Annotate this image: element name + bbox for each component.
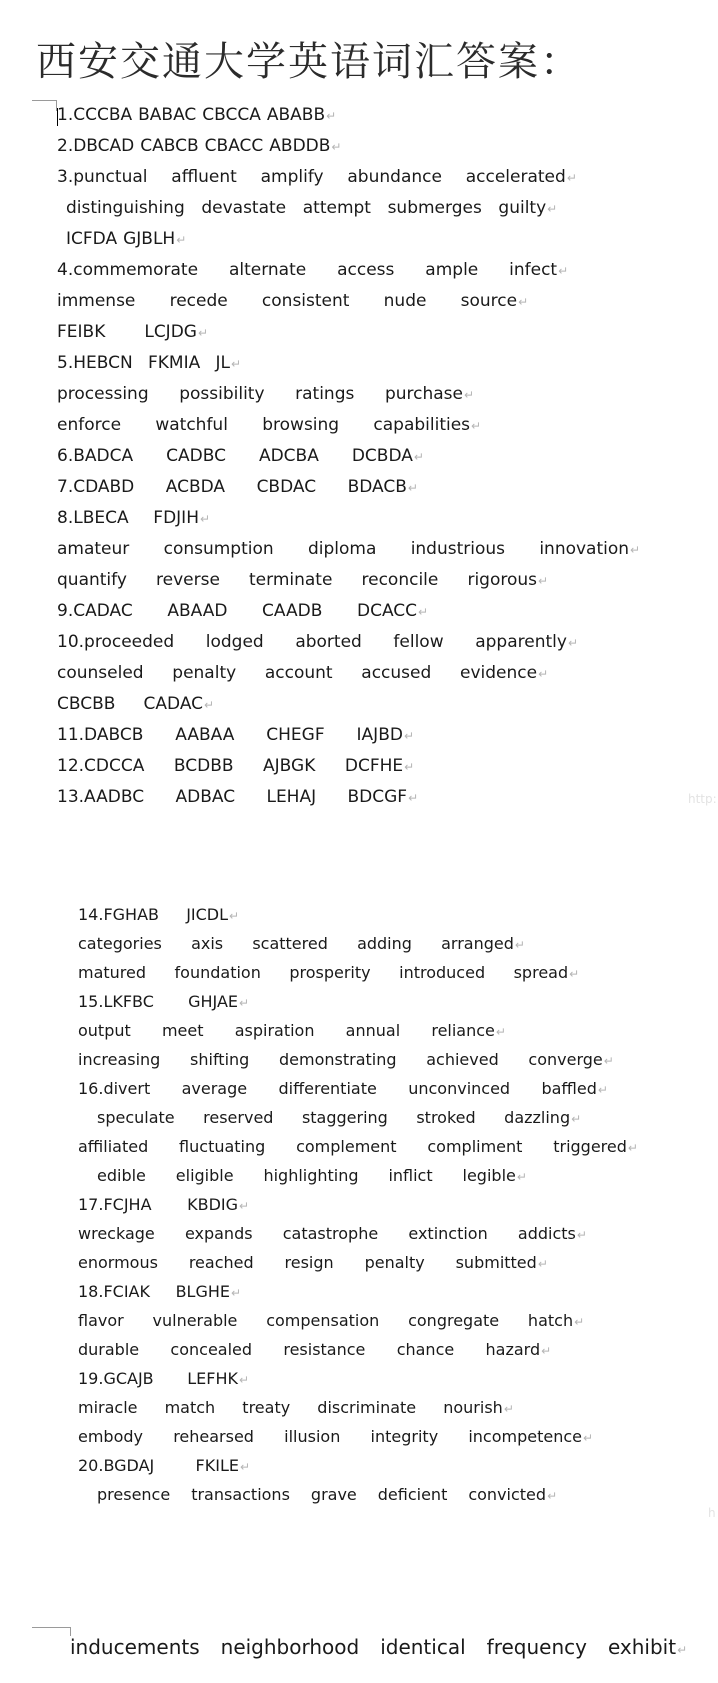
answer-line — [66, 200, 557, 217]
answer-word: CBDAC — [256, 477, 317, 497]
answer-word: fellow — [393, 632, 444, 652]
answer-word: 8.LBECA — [57, 508, 129, 528]
answer-word: processing — [57, 384, 149, 404]
answer-word: categories — [78, 934, 162, 953]
answer-word: penalty — [172, 663, 237, 683]
margin-hint: h — [708, 1506, 716, 1520]
answer-word: neighborhood — [220, 1635, 360, 1659]
answer-word: purchase — [384, 384, 463, 404]
answer-word: chance — [396, 1340, 455, 1359]
answer-word: BDACB — [347, 477, 407, 497]
answer-word: GHJAE — [188, 992, 239, 1011]
answer-line — [70, 1637, 687, 1657]
answer-word: ADBAC — [175, 787, 236, 807]
answer-word: counseled — [57, 663, 144, 683]
paragraph-mark-icon: ↵ — [239, 1199, 250, 1213]
answer-line — [57, 665, 548, 682]
answer-word: 9.CADAC — [57, 601, 133, 621]
answer-line — [57, 448, 424, 465]
answer-word: FKILE — [195, 1456, 239, 1475]
answer-word: 13.AADBC — [57, 787, 145, 807]
answer-word: baffled — [541, 1079, 597, 1098]
answer-word: 2.DBCAD — [57, 136, 135, 156]
answer-line — [78, 1255, 548, 1271]
answer-word: 14.FGHAB — [78, 905, 159, 924]
answer-word: increasing — [78, 1050, 161, 1069]
answer-line — [78, 1284, 241, 1300]
answer-line — [78, 1081, 608, 1097]
answer-word: JICDL — [186, 905, 229, 924]
answer-word: 4.commemorate — [57, 260, 199, 280]
paragraph-mark-icon: ↵ — [231, 1286, 242, 1300]
paragraph-mark-icon: ↵ — [558, 264, 569, 278]
answer-word: 10.proceeded — [57, 632, 175, 652]
answer-word: illusion — [284, 1427, 341, 1446]
answer-word: matured — [78, 963, 147, 982]
answer-word: extinction — [408, 1224, 488, 1243]
answer-word: possibility — [179, 384, 265, 404]
answer-word: transactions — [191, 1485, 290, 1504]
answer-word: 16.divert — [78, 1079, 151, 1098]
paragraph-mark-icon: ↵ — [326, 109, 337, 123]
paragraph-mark-icon: ↵ — [571, 1112, 582, 1126]
answer-word: CADBC — [166, 446, 226, 466]
answer-word: reconcile — [361, 570, 439, 590]
answer-line — [78, 965, 579, 981]
paragraph-mark-icon: ↵ — [413, 450, 424, 464]
answer-word: inducements — [70, 1635, 200, 1659]
paragraph-mark-icon: ↵ — [583, 1431, 594, 1445]
answer-word: penalty — [364, 1253, 425, 1272]
paragraph-mark-icon: ↵ — [464, 388, 475, 402]
answer-line — [57, 417, 481, 434]
answer-word: staggering — [301, 1108, 388, 1127]
answer-word: diploma — [307, 539, 377, 559]
answer-word: grave — [310, 1485, 357, 1504]
answer-word: BCDBB — [173, 756, 234, 776]
paragraph-mark-icon: ↵ — [204, 698, 215, 712]
answer-word: prosperity — [289, 963, 371, 982]
answer-word: capabilities — [373, 415, 471, 435]
answer-word: annual — [345, 1021, 401, 1040]
answer-word: flavor — [78, 1311, 124, 1330]
answer-word: CAADB — [262, 601, 323, 621]
paragraph-mark-icon: ↵ — [567, 636, 578, 650]
answer-word: KBDIG — [187, 1195, 239, 1214]
answer-word: presence — [97, 1485, 171, 1504]
answer-word: FKMIA — [148, 353, 201, 373]
answer-line — [78, 994, 249, 1010]
answer-word: concealed — [170, 1340, 253, 1359]
answer-word: inflict — [388, 1166, 433, 1185]
answer-word: shifting — [190, 1050, 250, 1069]
answer-word: access — [337, 260, 395, 280]
paragraph-mark-icon: ↵ — [231, 357, 242, 371]
paragraph-mark-icon: ↵ — [408, 791, 419, 805]
answer-line — [78, 1052, 614, 1068]
answer-word: submitted — [455, 1253, 537, 1272]
answer-word: addicts — [517, 1224, 576, 1243]
answer-line — [57, 138, 341, 155]
answer-word: FEIBK — [57, 322, 106, 342]
answer-word: 7.CDABD — [57, 477, 135, 497]
answer-word: enforce — [57, 415, 122, 435]
answer-word: spread — [513, 963, 569, 982]
answer-word: abundance — [347, 167, 442, 187]
answer-word: scattered — [252, 934, 328, 953]
answer-word: unconvinced — [408, 1079, 511, 1098]
answer-line — [57, 727, 414, 744]
answer-word: exhibit — [607, 1635, 677, 1659]
answer-line — [66, 231, 186, 248]
answer-word: achieved — [426, 1050, 499, 1069]
answer-word: 6.BADCA — [57, 446, 134, 466]
paragraph-mark-icon: ↵ — [199, 512, 211, 526]
answer-line — [97, 1168, 527, 1184]
answer-word: LEHAJ — [266, 787, 317, 807]
answer-word: CADAC — [143, 694, 204, 714]
answer-word: lodged — [205, 632, 264, 652]
answer-line — [57, 572, 548, 589]
answer-line — [97, 1487, 557, 1503]
paragraph-mark-icon: ↵ — [603, 1054, 614, 1068]
answer-word: 5.HEBCN — [57, 353, 133, 373]
answer-word: frequency — [486, 1635, 587, 1659]
answer-line — [78, 1226, 587, 1242]
answer-word: arranged — [441, 934, 514, 953]
paragraph-mark-icon: ↵ — [569, 967, 580, 981]
paragraph-mark-icon: ↵ — [566, 171, 577, 185]
answer-line — [78, 1400, 514, 1416]
answer-line — [78, 1342, 551, 1358]
paragraph-mark-icon: ↵ — [541, 1344, 552, 1358]
answer-word: alternate — [228, 260, 307, 280]
answer-word: CBCCA — [202, 105, 261, 125]
answer-word: innovation — [539, 539, 630, 559]
paragraph-mark-icon: ↵ — [537, 1257, 548, 1271]
answer-word: quantify — [57, 570, 127, 590]
answer-word: embody — [78, 1427, 143, 1446]
page-corner-mark — [32, 100, 57, 111]
answer-word: BABAC — [138, 105, 197, 125]
paragraph-mark-icon: ↵ — [495, 1025, 506, 1039]
answer-line — [78, 907, 239, 923]
paragraph-mark-icon: ↵ — [574, 1315, 585, 1329]
answer-word: immense — [57, 291, 136, 311]
answer-word: ABDDB — [269, 136, 331, 156]
answer-word: accelerated — [465, 167, 566, 187]
paragraph-mark-icon: ↵ — [331, 140, 342, 154]
answer-word: convicted — [468, 1485, 547, 1504]
answer-line — [57, 262, 568, 279]
answer-word: ABABB — [266, 105, 326, 125]
answer-word: devastate — [201, 198, 287, 218]
answer-word: CBACC — [204, 136, 264, 156]
answer-word: average — [181, 1079, 248, 1098]
answer-word: aspiration — [234, 1021, 315, 1040]
answer-word: incompetence — [468, 1427, 582, 1446]
answer-word: 19.GCAJB — [78, 1369, 154, 1388]
answer-word: edible — [97, 1166, 146, 1185]
answer-word: ABAAD — [167, 601, 228, 621]
answer-word: reserved — [203, 1108, 274, 1127]
answer-line — [57, 696, 214, 713]
answer-word: foundation — [174, 963, 261, 982]
answer-line — [78, 1139, 638, 1155]
answer-word: guilty — [498, 198, 547, 218]
answer-word: demonstrating — [279, 1050, 397, 1069]
answer-word: 12.CDCCA — [57, 756, 145, 776]
answer-word: distinguishing — [66, 198, 185, 218]
answer-word: compensation — [266, 1311, 380, 1330]
answer-word: browsing — [262, 415, 340, 435]
answer-line — [57, 541, 640, 558]
answer-word: industrious — [410, 539, 506, 559]
answer-line — [57, 169, 577, 186]
answer-word: wreckage — [78, 1224, 155, 1243]
answer-word: attempt — [302, 198, 371, 218]
answer-word: converge — [528, 1050, 603, 1069]
answer-line — [78, 1429, 593, 1445]
answer-word: FDJIH — [153, 508, 199, 528]
answer-word: ample — [425, 260, 479, 280]
answer-line — [57, 107, 336, 124]
answer-word: aborted — [295, 632, 362, 652]
paragraph-mark-icon: ↵ — [407, 481, 418, 495]
answer-word: miracle — [78, 1398, 138, 1417]
answer-word: nude — [383, 291, 427, 311]
answer-word: 18.FCIAK — [78, 1282, 150, 1301]
answer-word: affluent — [171, 167, 237, 187]
answer-word: congregate — [408, 1311, 500, 1330]
answer-word: evidence — [459, 663, 538, 683]
answer-word: DCFHE — [344, 756, 404, 776]
paragraph-mark-icon: ↵ — [576, 1228, 587, 1242]
page-corner-mark — [32, 1627, 71, 1636]
answer-word: AABAA — [175, 725, 235, 745]
answer-line — [78, 936, 525, 952]
answer-word: output — [78, 1021, 131, 1040]
answer-word: triggered — [553, 1137, 627, 1156]
paragraph-mark-icon: ↵ — [630, 543, 641, 557]
paragraph-mark-icon: ↵ — [538, 574, 549, 588]
answer-word: recede — [169, 291, 228, 311]
answer-word: ACBDA — [165, 477, 226, 497]
answer-word: stroked — [416, 1108, 476, 1127]
answer-word: adding — [357, 934, 412, 953]
answer-line — [57, 603, 428, 620]
answer-word: eligible — [175, 1166, 234, 1185]
paragraph-mark-icon: ↵ — [503, 1402, 514, 1416]
paragraph-mark-icon: ↵ — [627, 1141, 638, 1155]
answer-word: IAJBD — [356, 725, 403, 745]
answer-word: 11.DABCB — [57, 725, 144, 745]
answer-word: LCJDG — [144, 322, 197, 342]
answer-word: integrity — [370, 1427, 439, 1446]
answer-word: submerges — [387, 198, 482, 218]
answer-word: amplify — [260, 167, 324, 187]
paragraph-mark-icon: ↵ — [547, 1489, 558, 1503]
answer-word: introduced — [399, 963, 486, 982]
answer-word: consistent — [261, 291, 350, 311]
answer-word: ICFDA — [66, 229, 118, 249]
answer-word: dazzling — [504, 1108, 571, 1127]
answer-word: rigorous — [467, 570, 538, 590]
answer-word: 1.CCCBA — [57, 105, 133, 125]
answer-word: ratings — [295, 384, 355, 404]
answer-word: CHEGF — [266, 725, 325, 745]
answer-word: rehearsed — [173, 1427, 254, 1446]
answer-word: compliment — [427, 1137, 523, 1156]
answer-word: identical — [380, 1635, 466, 1659]
paragraph-mark-icon: ↵ — [239, 1373, 250, 1387]
answer-word: treaty — [242, 1398, 291, 1417]
paragraph-mark-icon: ↵ — [514, 938, 525, 952]
paragraph-mark-icon: ↵ — [239, 1460, 251, 1474]
answer-word: DCBDA — [351, 446, 413, 466]
answer-line — [78, 1371, 249, 1387]
answer-word: JL — [215, 353, 231, 373]
answer-word: affiliated — [78, 1137, 149, 1156]
answer-word: amateur — [57, 539, 130, 559]
answer-line — [78, 1197, 249, 1213]
answer-line — [97, 1110, 581, 1126]
answer-word: meet — [161, 1021, 204, 1040]
answer-line — [57, 789, 418, 806]
answer-word: durable — [78, 1340, 140, 1359]
answer-word: fluctuating — [179, 1137, 266, 1156]
answer-line — [57, 510, 210, 527]
answer-word: enormous — [78, 1253, 158, 1272]
answer-word: nourish — [443, 1398, 503, 1417]
answer-word: reverse — [156, 570, 220, 590]
answer-word: reached — [188, 1253, 254, 1272]
answer-word: differentiate — [278, 1079, 377, 1098]
answer-line — [57, 293, 528, 310]
answer-word: 17.FCJHA — [78, 1195, 152, 1214]
answer-word: vulnerable — [152, 1311, 238, 1330]
answer-word: AJBGK — [263, 756, 316, 776]
answer-line — [57, 324, 208, 341]
answer-word: expands — [184, 1224, 253, 1243]
paragraph-mark-icon: ↵ — [677, 1643, 688, 1657]
paragraph-mark-icon: ↵ — [518, 295, 529, 309]
answer-word: CABCB — [140, 136, 199, 156]
answer-word: match — [164, 1398, 216, 1417]
answer-word: infect — [509, 260, 558, 280]
paragraph-mark-icon: ↵ — [547, 202, 558, 216]
answer-word: CBCBB — [57, 694, 116, 714]
answer-word: source — [460, 291, 518, 311]
answer-line — [57, 758, 414, 775]
answer-word: catastrophe — [282, 1224, 379, 1243]
answer-word: watchful — [155, 415, 228, 435]
answer-word: apparently — [475, 632, 567, 652]
margin-hint: http: — [688, 792, 717, 806]
answer-word: resign — [284, 1253, 334, 1272]
answer-word: hazard — [485, 1340, 541, 1359]
answer-word: speculate — [97, 1108, 175, 1127]
answer-line — [57, 479, 418, 496]
paragraph-mark-icon: ↵ — [471, 419, 482, 433]
answer-word: accused — [361, 663, 432, 683]
answer-word: 3.punctual — [57, 167, 148, 187]
answer-word: 15.LKFBC — [78, 992, 154, 1011]
paragraph-mark-icon: ↵ — [538, 667, 549, 681]
answer-line — [78, 1023, 506, 1039]
answer-word: terminate — [249, 570, 333, 590]
answer-word: deficient — [377, 1485, 448, 1504]
answer-line — [57, 386, 474, 403]
answer-word: highlighting — [263, 1166, 359, 1185]
paragraph-mark-icon: ↵ — [597, 1083, 608, 1097]
answer-line — [78, 1458, 250, 1474]
paragraph-mark-icon: ↵ — [176, 233, 187, 247]
answer-word: 20.BGDAJ — [78, 1456, 155, 1475]
answer-word: ADCBA — [258, 446, 319, 466]
answer-word: legible — [462, 1166, 516, 1185]
answer-word: account — [264, 663, 333, 683]
paragraph-mark-icon: ↵ — [197, 326, 209, 340]
answer-word: consumption — [163, 539, 274, 559]
paragraph-mark-icon: ↵ — [229, 909, 240, 923]
answer-line — [57, 634, 578, 651]
paragraph-mark-icon: ↵ — [403, 729, 415, 743]
answer-word: discriminate — [317, 1398, 417, 1417]
answer-word: BDCGF — [347, 787, 408, 807]
answer-word: DCACC — [356, 601, 418, 621]
answer-word: reliance — [431, 1021, 495, 1040]
answer-word: axis — [191, 934, 224, 953]
answer-word: hatch — [527, 1311, 574, 1330]
page-title: 西安交通大学英语词汇答案： — [36, 39, 582, 85]
answer-word: LEFHK — [187, 1369, 238, 1388]
paragraph-mark-icon: ↵ — [239, 996, 250, 1010]
paragraph-mark-icon: ↵ — [404, 760, 415, 774]
answer-word: BLGHE — [175, 1282, 231, 1301]
answer-line — [57, 355, 241, 372]
paragraph-mark-icon: ↵ — [516, 1170, 527, 1184]
answer-word: GJBLH — [123, 229, 176, 249]
answer-word: complement — [296, 1137, 397, 1156]
answer-line — [78, 1313, 584, 1329]
paragraph-mark-icon: ↵ — [418, 605, 429, 619]
answer-word: resistance — [283, 1340, 366, 1359]
